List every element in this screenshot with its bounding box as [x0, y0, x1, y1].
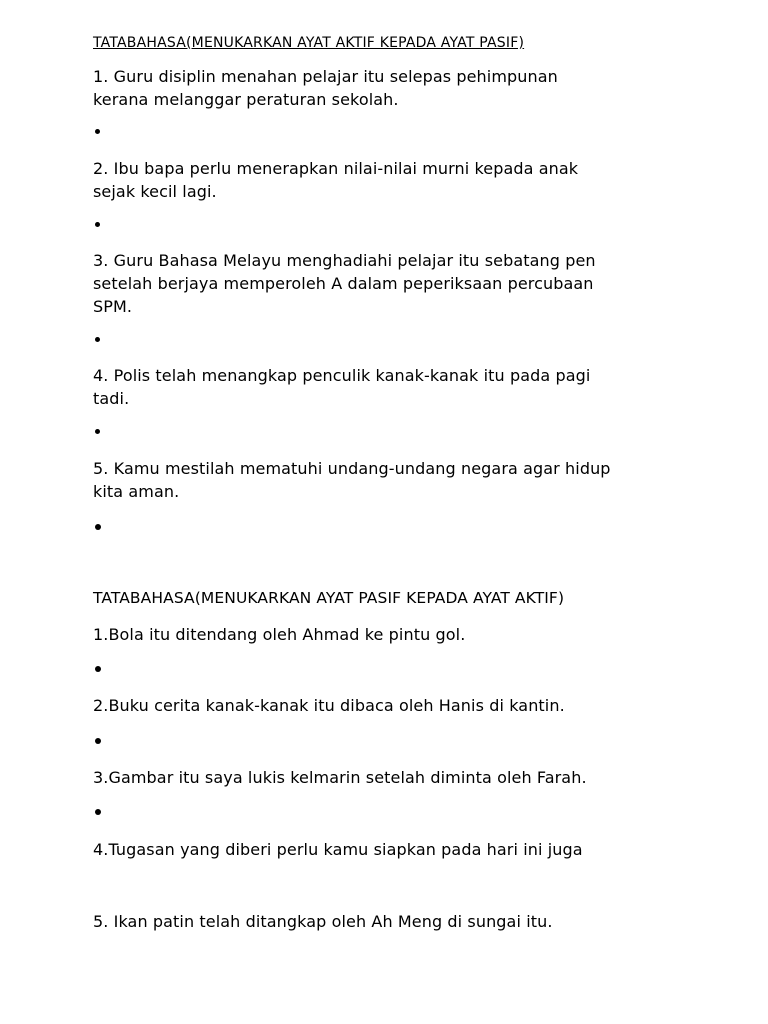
s1-item3-line3: SPM.: [93, 297, 133, 316]
s1-item1-line1: 1. Guru disiplin menahan pelajar itu selepas pehimpunan: [93, 67, 558, 86]
s2-item3: 3.Gambar itu saya lukis kelmarin setelah diminta oleh Farah.: [93, 768, 587, 787]
s1-answer-bullet-4: [95, 429, 100, 434]
s1-item1-line2: kerana melanggar peraturan sekolah.: [93, 90, 399, 109]
s1-item5-line1: 5. Kamu mestilah mematuhi undang-undang negara agar hidup: [93, 459, 611, 478]
s1-item3-line1: 3. Guru Bahasa Melayu menghadiahi pelajar itu sebatang pen: [93, 251, 596, 270]
s1-item5-line2: kita aman.: [93, 482, 180, 501]
s1-item4-line1: 4. Polis telah menangkap penculik kanak-kanak itu pada pagi: [93, 366, 591, 385]
s2-answer-bullet-2: [95, 738, 101, 744]
section2-heading: TATABAHASA(MENUKARKAN AYAT PASIF KEPADA AYAT AKTIF): [93, 589, 565, 607]
s1-item2-line1: 2. Ibu bapa perlu menerapkan nilai-nilai murni kepada anak: [93, 159, 579, 178]
section1-heading: TATABAHASA(MENUKARKAN AYAT AKTIF KEPADA AYAT PASIF): [93, 35, 525, 51]
s2-answer-bullet-3: [95, 809, 101, 815]
s1-item4-line2: tadi.: [93, 389, 130, 408]
s2-item5: 5. Ikan patin telah ditangkap oleh Ah Meng di sungai itu.: [93, 912, 553, 931]
s1-answer-bullet-2: [95, 222, 100, 227]
s2-answer-bullet-1: [95, 666, 101, 672]
s2-item1: 1.Bola itu ditendang oleh Ahmad ke pintu gol.: [93, 625, 466, 644]
s1-item2-line2: sejak kecil lagi.: [93, 182, 217, 201]
s1-answer-bullet-3: [95, 337, 100, 342]
s1-answer-bullet-1: [95, 129, 100, 134]
s1-answer-bullet-5: [95, 524, 101, 530]
s1-item3-line2: setelah berjaya memperoleh A dalam peperiksaan percubaan: [93, 274, 594, 293]
s2-item4: 4.Tugasan yang diberi perlu kamu siapkan pada hari ini juga: [93, 840, 583, 859]
s2-item2: 2.Buku cerita kanak-kanak itu dibaca oleh Hanis di kantin.: [93, 696, 565, 715]
